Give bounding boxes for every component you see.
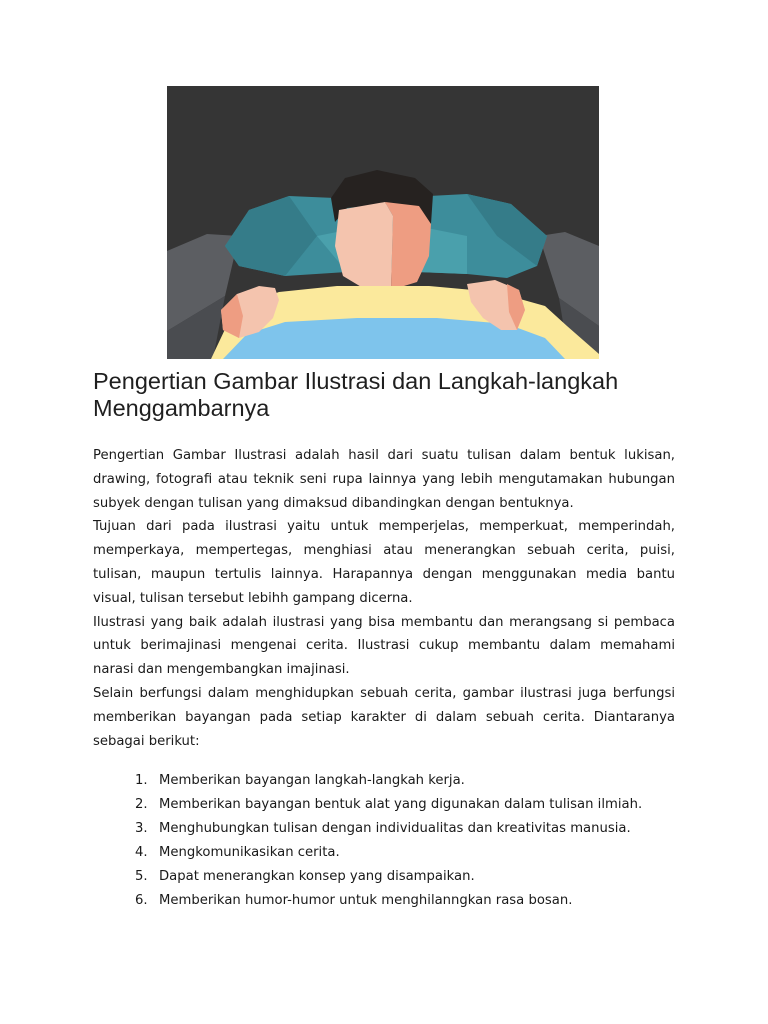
list-number: 5. xyxy=(135,868,148,884)
list-text: Dapat menerangkan konsep yang disampaikan. xyxy=(159,868,475,884)
paragraph: Pengertian Gambar Ilustrasi adalah hasil dari suatu tulisan dalam bentuk lukisan, drawing, fotografi atau teknik seni rupa lainnya yang lebih mengutamakan hubungan subyek dengan tulisan yang dimaksud dibandingkan dengan bentuknya. xyxy=(93,448,675,511)
list-number: 2. xyxy=(135,796,148,812)
paragraph: Ilustrasi yang baik adalah ilustrasi yang bisa membantu dan merangsang si pembaca untuk berimajinasi mengenai cerita. Ilustrasi cukup membantu dalam memahami narasi dan mengembangkan imajinasi. xyxy=(93,614,675,678)
function-list xyxy=(93,769,675,912)
list-item xyxy=(93,769,675,793)
list-item xyxy=(93,889,675,913)
list-item xyxy=(93,865,675,889)
list-text: Memberikan bayangan bentuk alat yang digunakan dalam tulisan ilmiah. xyxy=(159,796,643,812)
paragraph: Tujuan dari pada ilustrasi yaitu untuk memperjelas, memperkuat, memperindah, memperkaya, mempertegas, menghiasi atau menerangkan sebuah cerita, puisi, tulisan, maupun tertulis lainnya. Harapannya dengan menggunakan media bantu visual, tulisan tersebut lebihh gampang dicerna. xyxy=(93,519,675,606)
list-item xyxy=(93,841,675,865)
list-number: 3. xyxy=(135,820,148,836)
paragraph: Selain berfungsi dalam menghidupkan sebuah cerita, gambar ilustrasi juga berfungsi memberikan bayangan pada setiap karakter di dalam sebuah cerita. Diantaranya sebagai berikut: xyxy=(93,685,675,749)
article-body xyxy=(93,444,675,753)
list-number: 6. xyxy=(135,892,148,908)
list-text: Menghubungkan tulisan dengan individualitas dan kreativitas manusia. xyxy=(159,820,631,836)
list-text: Memberikan bayangan langkah-langkah kerja. xyxy=(159,773,465,788)
sleeping-person-illustration xyxy=(167,86,599,359)
list-text: Mengkomunikasikan cerita. xyxy=(159,844,340,860)
list-number: 1. xyxy=(135,773,148,788)
article-title: Pengertian Gambar Ilustrasi dan Langkah-langkah Menggambarnya xyxy=(93,368,619,421)
list-item xyxy=(93,817,675,841)
list-text: Memberikan humor-humor untuk menghilanngkan rasa bosan. xyxy=(159,892,573,908)
list-item xyxy=(93,793,675,817)
list-number: 4. xyxy=(135,844,148,860)
